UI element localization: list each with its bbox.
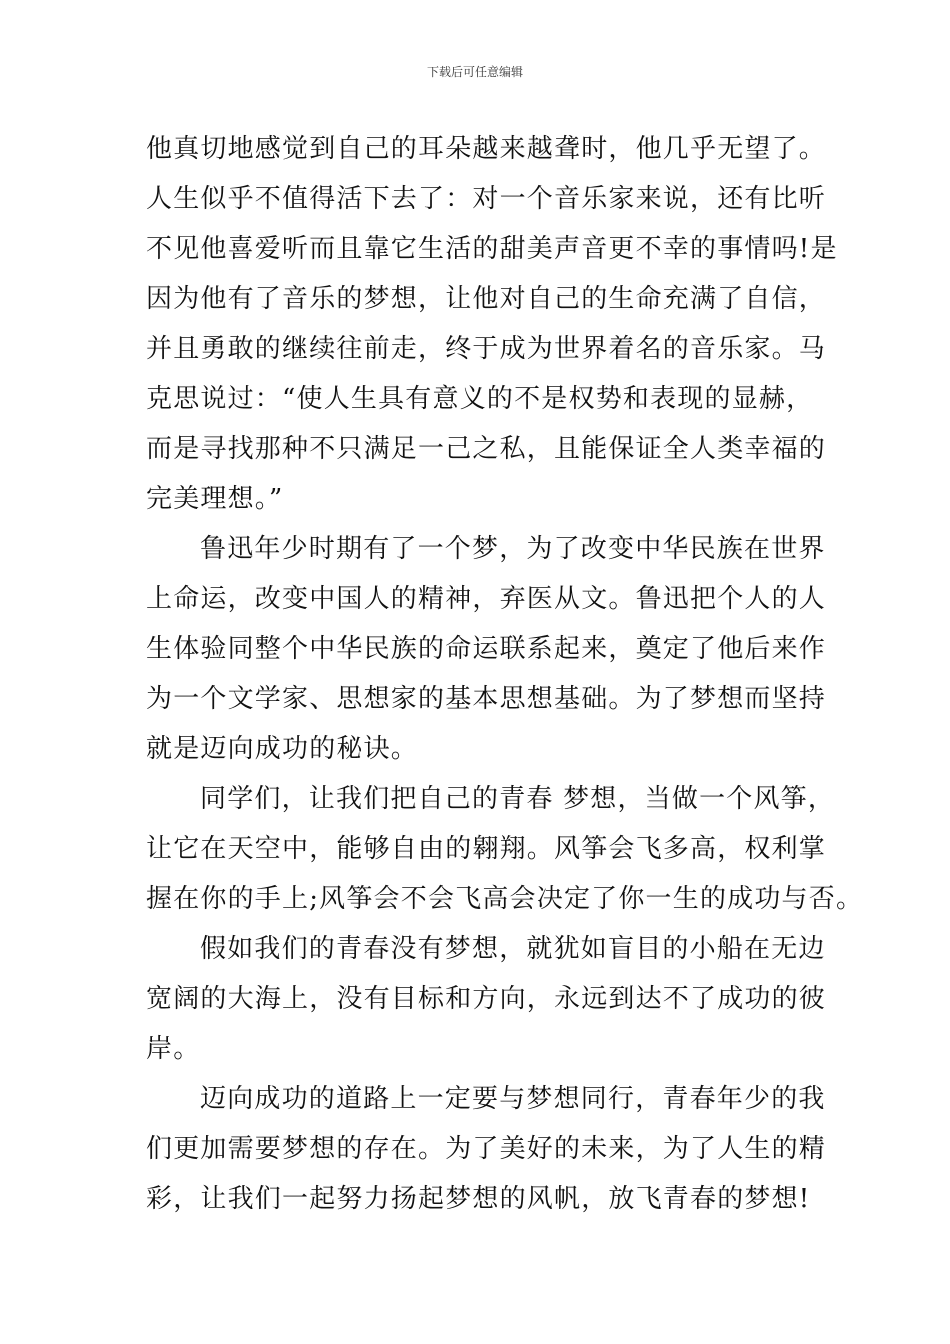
text-line: 鲁迅年少时期有了一个梦，为了改变中华民族在世界 — [200, 534, 826, 564]
paragraph-boat — [146, 924, 827, 1074]
text-line: 让它在天空中，能够自由的翱翔。风筝会飞多高，权利掌 — [146, 834, 827, 864]
text-line: 就是迈向成功的秘诀。 — [146, 734, 419, 764]
paragraph-luxun — [146, 524, 827, 774]
text-line: 他真切地感觉到自己的耳朵越来越聋时，他几乎无望了。 — [146, 134, 827, 164]
text-line: 为一个文学家、思想家的基本思想基础。为了梦想而坚持 — [146, 684, 827, 714]
paragraph-beethoven — [146, 124, 838, 524]
text-line: 因为他有了音乐的梦想，让他对自己的生命充满了自信， — [146, 284, 827, 314]
text-line: 假如我们的青春没有梦想，就犹如盲目的小船在无边 — [200, 934, 826, 964]
text-line: 们更加需要梦想的存在。为了美好的未来，为了人生的精 — [146, 1134, 827, 1164]
text-line: 而是寻找那种不只满足一己之私，且能保证全人类幸福的 — [146, 434, 827, 464]
text-line: 彩，让我们一起努力扬起梦想的风帆，放飞青春的梦想! — [146, 1184, 811, 1214]
paragraph-conclusion — [146, 1074, 827, 1224]
text-line: 岸。 — [146, 1034, 201, 1064]
text-line: 同学们，让我们把自己的青春 梦想，当做一个风筝， — [200, 784, 836, 814]
text-line: 克思说过：“使人生具有意义的不是权势和表现的显赫， — [146, 384, 814, 414]
document-body — [146, 124, 864, 1224]
text-line: 上命运，改变中国人的精神，弃医从文。鲁迅把个人的人 — [146, 584, 827, 614]
text-line: 宽阔的大海上，没有目标和方向，永远到达不了成功的彼 — [146, 984, 827, 1014]
text-line: 握在你的手上;风筝会不会飞高会决定了你一生的成功与否。 — [146, 884, 864, 914]
page-header: 下载后可任意编辑 — [426, 65, 523, 79]
paragraph-kite — [146, 774, 864, 924]
text-line: 完美理想。” — [146, 484, 284, 514]
text-line: 迈向成功的道路上一定要与梦想同行，青春年少的我 — [200, 1084, 826, 1114]
text-line: 并且勇敢的继续往前走，终于成为世界着名的音乐家。马 — [146, 334, 827, 364]
text-line: 不见他喜爱听而且靠它生活的甜美声音更不幸的事情吗!是 — [146, 234, 838, 264]
text-line: 人生似乎不值得活下去了：对一个音乐家来说，还有比听 — [146, 184, 827, 214]
text-line: 生体验同整个中华民族的命运联系起来，奠定了他后来作 — [146, 634, 827, 664]
